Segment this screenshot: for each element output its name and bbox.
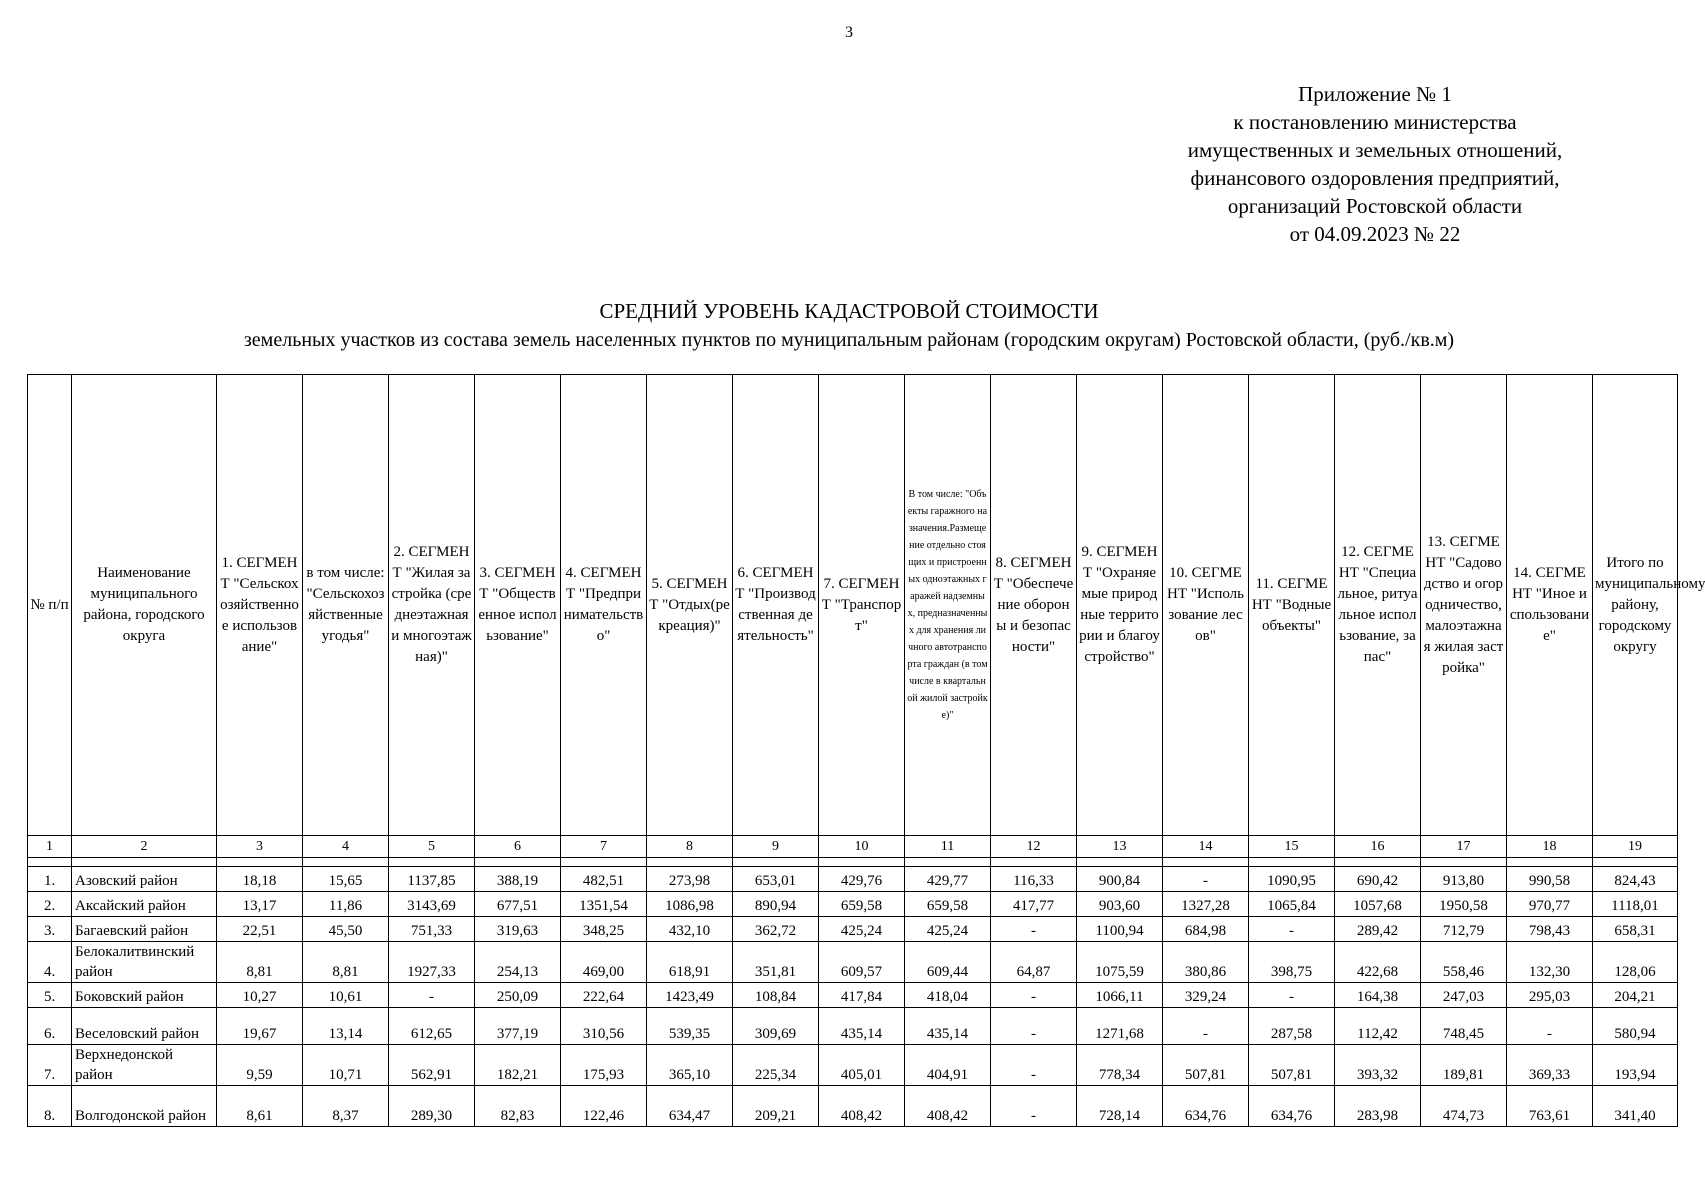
value-cell: 287,58 bbox=[1249, 1008, 1335, 1045]
appendix-block bbox=[1140, 80, 1610, 248]
cadastral-value-table bbox=[27, 374, 1705, 1127]
header-cell: 10. СЕГМЕНТ "Использование лесов" bbox=[1163, 375, 1249, 836]
value-cell: 404,91 bbox=[905, 1045, 991, 1086]
column-number: 15 bbox=[1249, 836, 1335, 858]
value-cell: 122,46 bbox=[561, 1086, 647, 1127]
value-cell: 712,79 bbox=[1421, 917, 1507, 942]
header-cell: В том числе: "Объекты гаражного назначения.Размещение отдельно стоящих и пристроенных одноэтажных гаражей надземных, предназначенных для хранения личного автотранспорта граждан (в том числе в квартальной жилой застройке)" bbox=[905, 375, 991, 836]
table-row bbox=[28, 917, 1678, 942]
column-number: 13 bbox=[1077, 836, 1163, 858]
value-cell: 890,94 bbox=[733, 892, 819, 917]
value-cell: 3143,69 bbox=[389, 892, 475, 917]
value-cell: 175,93 bbox=[561, 1045, 647, 1086]
value-cell: 1950,58 bbox=[1421, 892, 1507, 917]
value-cell: 319,63 bbox=[475, 917, 561, 942]
spacer-cell bbox=[28, 858, 72, 867]
header-cell: 9. СЕГМЕНТ "Охраняемые природные территории и благоустройство" bbox=[1077, 375, 1163, 836]
value-cell: 1927,33 bbox=[389, 942, 475, 983]
value-cell: 1075,59 bbox=[1077, 942, 1163, 983]
value-cell: 1086,98 bbox=[647, 892, 733, 917]
value-cell: 990,58 bbox=[1507, 867, 1593, 892]
value-cell: 659,58 bbox=[905, 892, 991, 917]
row-number: 3. bbox=[28, 917, 72, 942]
value-cell: 19,67 bbox=[217, 1008, 303, 1045]
column-number: 8 bbox=[647, 836, 733, 858]
header-cell: 2. СЕГМЕНТ "Жилая застройка (среднеэтажная и многоэтажная)" bbox=[389, 375, 475, 836]
value-cell: 1137,85 bbox=[389, 867, 475, 892]
table-row bbox=[28, 867, 1678, 892]
value-cell: 1066,11 bbox=[1077, 983, 1163, 1008]
value-cell: 425,24 bbox=[819, 917, 905, 942]
column-number: 3 bbox=[217, 836, 303, 858]
value-cell: 369,33 bbox=[1507, 1045, 1593, 1086]
appendix-line: организаций Ростовской области bbox=[1227, 194, 1523, 218]
column-number: 6 bbox=[475, 836, 561, 858]
value-cell: 15,65 bbox=[303, 867, 389, 892]
value-cell: 1271,68 bbox=[1077, 1008, 1163, 1045]
header-cell: 6. СЕГМЕНТ "Производственная деятельность" bbox=[733, 375, 819, 836]
value-cell: 273,98 bbox=[647, 867, 733, 892]
value-cell: 435,14 bbox=[905, 1008, 991, 1045]
value-cell: 10,27 bbox=[217, 983, 303, 1008]
table-row bbox=[28, 892, 1678, 917]
spacer-cell bbox=[991, 858, 1077, 867]
header-cell: 4. СЕГМЕНТ "Предпринимательство" bbox=[561, 375, 647, 836]
value-cell: 474,73 bbox=[1421, 1086, 1507, 1127]
value-cell: 658,31 bbox=[1593, 917, 1678, 942]
value-cell: 429,77 bbox=[905, 867, 991, 892]
value-cell: 405,01 bbox=[819, 1045, 905, 1086]
value-cell: - bbox=[389, 983, 475, 1008]
value-cell: 362,72 bbox=[733, 917, 819, 942]
spacer-cell bbox=[561, 858, 647, 867]
value-cell: 690,42 bbox=[1335, 867, 1421, 892]
value-cell: 393,32 bbox=[1335, 1045, 1421, 1086]
value-cell: 225,34 bbox=[733, 1045, 819, 1086]
column-number: 2 bbox=[72, 836, 217, 858]
value-cell: 408,42 bbox=[819, 1086, 905, 1127]
column-number: 19 bbox=[1593, 836, 1678, 858]
value-cell: - bbox=[1249, 917, 1335, 942]
table-row bbox=[28, 1086, 1678, 1127]
value-cell: 204,21 bbox=[1593, 983, 1678, 1008]
header-cell: 13. СЕГМЕНТ "Садоводство и огородничество, малоэтажная жилая застройка" bbox=[1421, 375, 1507, 836]
value-cell: 425,24 bbox=[905, 917, 991, 942]
table-row bbox=[28, 983, 1678, 1008]
value-cell: 653,01 bbox=[733, 867, 819, 892]
value-cell: 798,43 bbox=[1507, 917, 1593, 942]
row-number: 4. bbox=[28, 942, 72, 983]
document-subtitle: земельных участков из состава земель населенных пунктов по муниципальным районам (городским округам) Ростовской области, (руб./кв.м) bbox=[243, 329, 1455, 351]
value-cell: 193,94 bbox=[1593, 1045, 1678, 1086]
value-cell: 22,51 bbox=[217, 917, 303, 942]
column-number: 9 bbox=[733, 836, 819, 858]
value-cell: - bbox=[991, 1045, 1077, 1086]
spacer-cell bbox=[1593, 858, 1678, 867]
value-cell: 539,35 bbox=[647, 1008, 733, 1045]
value-cell: 609,57 bbox=[819, 942, 905, 983]
value-cell: 1090,95 bbox=[1249, 867, 1335, 892]
value-cell: 728,14 bbox=[1077, 1086, 1163, 1127]
value-cell: - bbox=[1163, 867, 1249, 892]
spacer-cell bbox=[1077, 858, 1163, 867]
table-header-row bbox=[28, 375, 1678, 836]
value-cell: 1327,28 bbox=[1163, 892, 1249, 917]
value-cell: 128,06 bbox=[1593, 942, 1678, 983]
spacer-cell bbox=[647, 858, 733, 867]
header-cell: 3. СЕГМЕНТ "Общественное использование" bbox=[475, 375, 561, 836]
header-cell: № п/п bbox=[28, 375, 72, 836]
row-number: 6. bbox=[28, 1008, 72, 1045]
spacer-cell bbox=[217, 858, 303, 867]
row-number: 2. bbox=[28, 892, 72, 917]
value-cell: 824,43 bbox=[1593, 867, 1678, 892]
spacer-cell bbox=[1421, 858, 1507, 867]
value-cell: 182,21 bbox=[475, 1045, 561, 1086]
spacer-row bbox=[28, 858, 1678, 867]
value-cell: 112,42 bbox=[1335, 1008, 1421, 1045]
value-cell: 365,10 bbox=[647, 1045, 733, 1086]
value-cell: 900,84 bbox=[1077, 867, 1163, 892]
value-cell: 1423,49 bbox=[647, 983, 733, 1008]
column-number: 5 bbox=[389, 836, 475, 858]
district-name: Багаевский район bbox=[72, 917, 217, 942]
value-cell: 8,61 bbox=[217, 1086, 303, 1127]
header-cell: 11. СЕГМЕНТ "Водные объекты" bbox=[1249, 375, 1335, 836]
value-cell: 377,19 bbox=[475, 1008, 561, 1045]
column-number-row bbox=[28, 836, 1678, 858]
table-row bbox=[28, 942, 1678, 983]
column-number: 14 bbox=[1163, 836, 1249, 858]
value-cell: 618,91 bbox=[647, 942, 733, 983]
value-cell: 222,64 bbox=[561, 983, 647, 1008]
appendix-line: от 04.09.2023 № 22 bbox=[1289, 222, 1461, 246]
column-number: 1 bbox=[28, 836, 72, 858]
value-cell: 417,84 bbox=[819, 983, 905, 1008]
value-cell: - bbox=[1249, 983, 1335, 1008]
value-cell: 558,46 bbox=[1421, 942, 1507, 983]
header-cell: в том числе: "Сельскохозяйственные угодья" bbox=[303, 375, 389, 836]
value-cell: - bbox=[991, 1086, 1077, 1127]
value-cell: 913,80 bbox=[1421, 867, 1507, 892]
appendix-line: финансового оздоровления предприятий, bbox=[1190, 166, 1560, 190]
value-cell: 903,60 bbox=[1077, 892, 1163, 917]
value-cell: 309,69 bbox=[733, 1008, 819, 1045]
value-cell: 8,37 bbox=[303, 1086, 389, 1127]
row-number: 7. bbox=[28, 1045, 72, 1086]
value-cell: 10,61 bbox=[303, 983, 389, 1008]
value-cell: 748,45 bbox=[1421, 1008, 1507, 1045]
value-cell: 283,98 bbox=[1335, 1086, 1421, 1127]
value-cell: 388,19 bbox=[475, 867, 561, 892]
value-cell: 295,03 bbox=[1507, 983, 1593, 1008]
value-cell: 562,91 bbox=[389, 1045, 475, 1086]
value-cell: 677,51 bbox=[475, 892, 561, 917]
value-cell: 507,81 bbox=[1249, 1045, 1335, 1086]
district-name: Аксайский район bbox=[72, 892, 217, 917]
value-cell: - bbox=[1163, 1008, 1249, 1045]
value-cell: 612,65 bbox=[389, 1008, 475, 1045]
value-cell: 609,44 bbox=[905, 942, 991, 983]
spacer-cell bbox=[389, 858, 475, 867]
value-cell: - bbox=[991, 1008, 1077, 1045]
value-cell: 209,21 bbox=[733, 1086, 819, 1127]
header-cell: 7. СЕГМЕНТ "Транспорт" bbox=[819, 375, 905, 836]
value-cell: 9,59 bbox=[217, 1045, 303, 1086]
column-number: 4 bbox=[303, 836, 389, 858]
value-cell: 634,76 bbox=[1249, 1086, 1335, 1127]
value-cell: 289,42 bbox=[1335, 917, 1421, 942]
value-cell: 634,47 bbox=[647, 1086, 733, 1127]
value-cell: 408,42 bbox=[905, 1086, 991, 1127]
spacer-cell bbox=[733, 858, 819, 867]
value-cell: 380,86 bbox=[1163, 942, 1249, 983]
value-cell: 435,14 bbox=[819, 1008, 905, 1045]
column-number: 12 bbox=[991, 836, 1077, 858]
value-cell: 1351,54 bbox=[561, 892, 647, 917]
value-cell: 1057,68 bbox=[1335, 892, 1421, 917]
value-cell: 482,51 bbox=[561, 867, 647, 892]
spacer-cell bbox=[1249, 858, 1335, 867]
value-cell: 8,81 bbox=[303, 942, 389, 983]
value-cell: 164,38 bbox=[1335, 983, 1421, 1008]
value-cell: 329,24 bbox=[1163, 983, 1249, 1008]
row-number: 1. bbox=[28, 867, 72, 892]
column-number: 16 bbox=[1335, 836, 1421, 858]
value-cell: 1065,84 bbox=[1249, 892, 1335, 917]
table-row bbox=[28, 1045, 1678, 1086]
value-cell: 422,68 bbox=[1335, 942, 1421, 983]
value-cell: 970,77 bbox=[1507, 892, 1593, 917]
value-cell: 580,94 bbox=[1593, 1008, 1678, 1045]
value-cell: 18,18 bbox=[217, 867, 303, 892]
column-number: 10 bbox=[819, 836, 905, 858]
spacer-cell bbox=[475, 858, 561, 867]
value-cell: 247,03 bbox=[1421, 983, 1507, 1008]
value-cell: 348,25 bbox=[561, 917, 647, 942]
value-cell: 634,76 bbox=[1163, 1086, 1249, 1127]
value-cell: 10,71 bbox=[303, 1045, 389, 1086]
value-cell: 64,87 bbox=[991, 942, 1077, 983]
column-number: 11 bbox=[905, 836, 991, 858]
value-cell: 469,00 bbox=[561, 942, 647, 983]
column-number: 18 bbox=[1507, 836, 1593, 858]
value-cell: 659,58 bbox=[819, 892, 905, 917]
value-cell: 108,84 bbox=[733, 983, 819, 1008]
header-cell: 14. СЕГМЕНТ "Иное использование" bbox=[1507, 375, 1593, 836]
value-cell: 132,30 bbox=[1507, 942, 1593, 983]
district-name: Волгодонской район bbox=[72, 1086, 217, 1127]
spacer-cell bbox=[1335, 858, 1421, 867]
document-title: СРЕДНИЙ УРОВЕНЬ КАДАСТРОВОЙ СТОИМОСТИ bbox=[599, 299, 1099, 323]
district-name: Боковский район bbox=[72, 983, 217, 1008]
value-cell: 82,83 bbox=[475, 1086, 561, 1127]
value-cell: 13,14 bbox=[303, 1008, 389, 1045]
page-number: 3 bbox=[845, 24, 853, 41]
value-cell: 254,13 bbox=[475, 942, 561, 983]
header-cell: Итого по муниципальному району, городскому округу bbox=[1593, 375, 1678, 836]
value-cell: 684,98 bbox=[1163, 917, 1249, 942]
value-cell: - bbox=[991, 983, 1077, 1008]
spacer-cell bbox=[1507, 858, 1593, 867]
spacer-cell bbox=[1163, 858, 1249, 867]
district-name: Азовский район bbox=[72, 867, 217, 892]
value-cell: 250,09 bbox=[475, 983, 561, 1008]
header-cell: 8. СЕГМЕНТ "Обеспечение обороны и безопасности" bbox=[991, 375, 1077, 836]
value-cell: 351,81 bbox=[733, 942, 819, 983]
spacer-cell bbox=[72, 858, 217, 867]
row-number: 8. bbox=[28, 1086, 72, 1127]
value-cell: 341,40 bbox=[1593, 1086, 1678, 1127]
spacer-cell bbox=[819, 858, 905, 867]
value-cell: 11,86 bbox=[303, 892, 389, 917]
value-cell: 289,30 bbox=[389, 1086, 475, 1127]
spacer-cell bbox=[303, 858, 389, 867]
row-number: 5. bbox=[28, 983, 72, 1008]
district-name: Белокалитвинский район bbox=[72, 942, 217, 983]
value-cell: 189,81 bbox=[1421, 1045, 1507, 1086]
spacer-cell bbox=[905, 858, 991, 867]
appendix-line: Приложение № 1 bbox=[1298, 82, 1452, 106]
header-cell: 1. СЕГМЕНТ "Сельскохозяйственное использование" bbox=[217, 375, 303, 836]
value-cell: 45,50 bbox=[303, 917, 389, 942]
table-row bbox=[28, 1008, 1678, 1045]
value-cell: 429,76 bbox=[819, 867, 905, 892]
value-cell: 778,34 bbox=[1077, 1045, 1163, 1086]
appendix-line: к постановлению министерства bbox=[1233, 110, 1517, 134]
value-cell: 1118,01 bbox=[1593, 892, 1678, 917]
district-name: Верхнедонской район bbox=[72, 1045, 217, 1086]
value-cell: 1100,94 bbox=[1077, 917, 1163, 942]
header-cell: 12. СЕГМЕНТ "Специальное, ритуальное использование, запас" bbox=[1335, 375, 1421, 836]
column-number: 17 bbox=[1421, 836, 1507, 858]
value-cell: 507,81 bbox=[1163, 1045, 1249, 1086]
value-cell: 13,17 bbox=[217, 892, 303, 917]
value-cell: 310,56 bbox=[561, 1008, 647, 1045]
value-cell: - bbox=[1507, 1008, 1593, 1045]
district-name: Веселовский район bbox=[72, 1008, 217, 1045]
value-cell: 417,77 bbox=[991, 892, 1077, 917]
value-cell: 763,61 bbox=[1507, 1086, 1593, 1127]
header-cell: 5. СЕГМЕНТ "Отдых(рекреация)" bbox=[647, 375, 733, 836]
header-cell: Наименование муниципального района, городского округа bbox=[72, 375, 217, 836]
appendix-line: имущественных и земельных отношений, bbox=[1187, 138, 1563, 162]
value-cell: 418,04 bbox=[905, 983, 991, 1008]
value-cell: 751,33 bbox=[389, 917, 475, 942]
value-cell: 8,81 bbox=[217, 942, 303, 983]
value-cell: - bbox=[991, 917, 1077, 942]
column-number: 7 bbox=[561, 836, 647, 858]
value-cell: 116,33 bbox=[991, 867, 1077, 892]
table-body bbox=[28, 867, 1678, 1127]
value-cell: 432,10 bbox=[647, 917, 733, 942]
value-cell: 398,75 bbox=[1249, 942, 1335, 983]
